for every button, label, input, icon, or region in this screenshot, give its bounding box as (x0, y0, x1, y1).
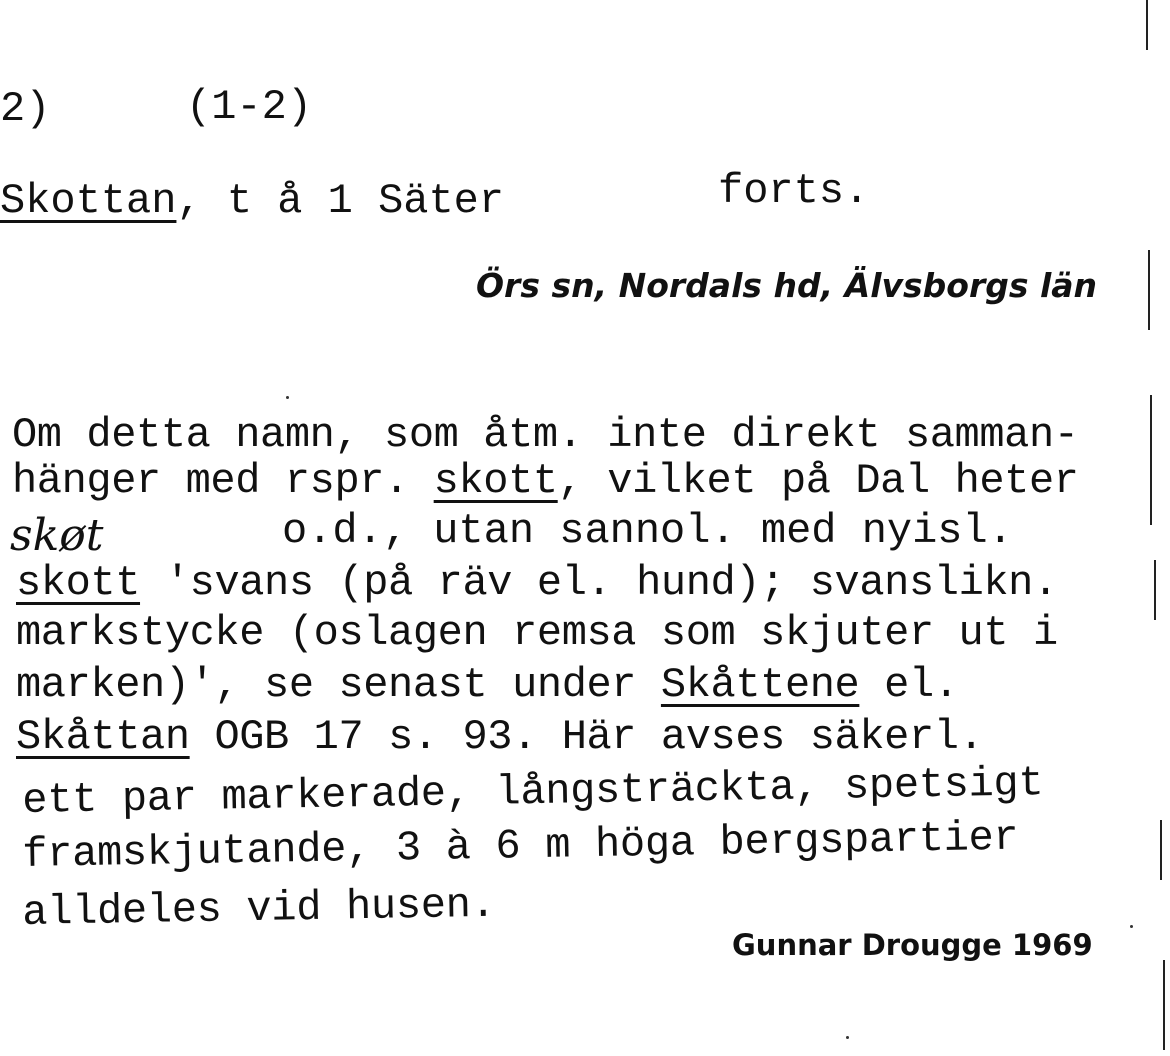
body-line-6-a: marken)', se senast under (16, 661, 661, 709)
body-line-5: markstycke (oslagen remsa som skjuter ut i (16, 609, 1058, 657)
body-line-7-word: Skåttan (16, 713, 190, 761)
scan-edge-line (1150, 395, 1152, 525)
body-line-6-b: el. (859, 661, 959, 709)
body-line-2-word: skott (433, 457, 558, 505)
scan-edge-line (1160, 820, 1162, 880)
scan-edge-line (1154, 560, 1156, 620)
body-line-4 (16, 559, 1058, 607)
scan-edge-line (1163, 960, 1165, 1050)
body-line-7-rest: OGB 17 s. 93. Här avses säkerl. (189, 713, 984, 761)
card-range: (1-2) (186, 83, 313, 131)
scan-edge-line (1146, 0, 1148, 50)
body-line-3: o.d., utan sannol. med nyisl. (282, 507, 1013, 555)
body-line-2 (12, 457, 1079, 505)
body-line-9: framskjutande, 3 à 6 m höga bergspartier (21, 813, 1019, 879)
body-line-2-b: , vilket på Dal heter (557, 457, 1079, 505)
signature-stamp: Gunnar Drougge 1969 (732, 928, 1093, 962)
handwritten-form: skøt (10, 510, 104, 561)
body-line-6-word: Skåttene (660, 661, 860, 709)
body-line-8: ett par markerade, långsträckta, spetsigt (21, 759, 1044, 825)
heading-name: Skottan (0, 177, 177, 225)
heading (0, 177, 505, 225)
body-line-7 (16, 713, 984, 761)
body-line-4-word: skott (16, 559, 141, 607)
heading-continued: forts. (718, 167, 870, 215)
body-line-1: Om detta namn, som åtm. inte direkt samman- (12, 411, 1079, 459)
body-line-10: alldeles vid husen. (21, 880, 496, 937)
location-stamp: Örs sn, Nordals hd, Älvsborgs län (476, 266, 1098, 305)
scan-speck (846, 1036, 849, 1039)
body-line-6 (16, 661, 959, 709)
heading-rest: , t å 1 Säter (176, 177, 505, 225)
body-line-2-a: hänger med rspr. (12, 457, 434, 505)
scan-speck (1130, 925, 1133, 928)
scan-speck (286, 396, 289, 399)
card-number: 2) (0, 85, 51, 133)
scan-edge-line (1148, 250, 1150, 330)
body-line-4-rest: 'svans (på räv el. hund); svanslikn. (140, 559, 1058, 607)
